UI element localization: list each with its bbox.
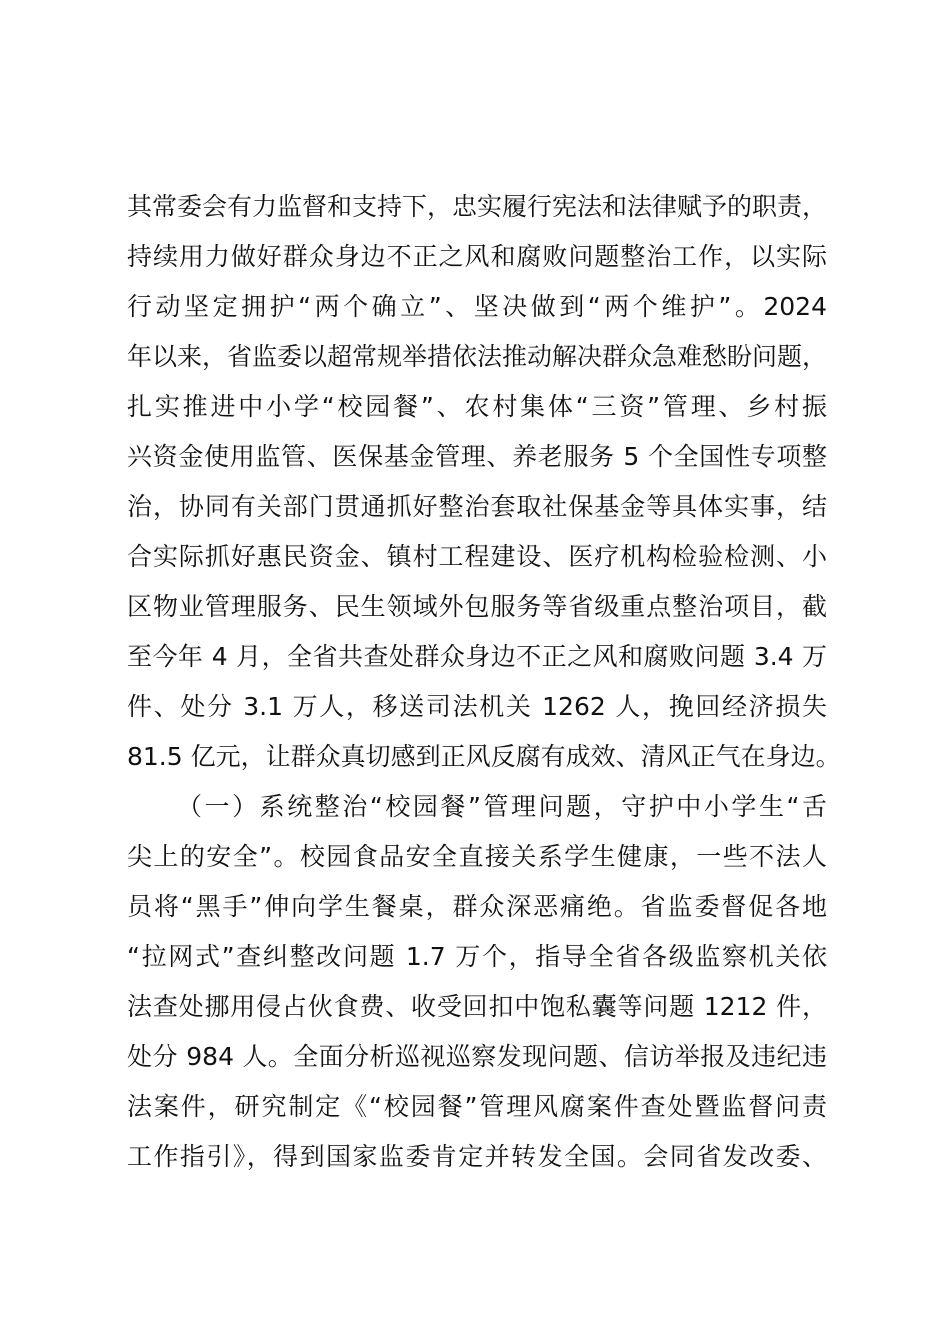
text-line-1: 其常委会有力监督和支持下，忠实履行宪法和法律赋予的职责， [127,192,828,221]
text-line-14: 尖上的安全”。校园食品安全直接关系学生健康，一些不法人 [127,842,827,871]
text-line-20: 工作指引》，得到国家监委肯定并转发全国。会同省发改委、 [127,1142,827,1171]
text-line-9: 区物业管理服务、民生领域外包服务等省级重点整治项目，截 [127,592,827,621]
body-text [127,182,841,1182]
text-line-17: 法查处挪用侵占伙食费、收受回扣中饱私囊等问题 1212 件， [127,992,827,1021]
text-line-2: 持续用力做好群众身边不正之风和腐败问题整治工作，以实际 [127,242,827,271]
text-line-19: 法案件，研究制定《“校园餐”管理风腐案件查处暨监督问责 [127,1092,827,1121]
text-line-16: “拉网式”查纠整改问题 1.7 万个，指导全省各级监察机关依 [127,942,827,971]
text-line-11: 件、处分 3.1 万人，移送司法机关 1262 人，挽回经济损失 [127,692,827,721]
text-line-10: 至今年 4 月，全省共查处群众身边不正之风和腐败问题 3.4 万 [127,642,827,671]
text-line-4: 年以来，省监委以超常规举措依法推动解决群众急难愁盼问题， [127,342,828,371]
text-line-15: 员将“黑手”伸向学生餐桌，群众深恶痛绝。省监委督促各地 [127,892,827,921]
text-line-7: 治，协同有关部门贯通抓好整治套取社保基金等具体实事，结 [127,492,827,521]
text-line-18: 处分 984 人。全面分析巡视巡察发现问题、信访举报及违纪违 [127,1042,827,1071]
text-line-5: 扎实推进中小学“校园餐”、农村集体“三资”管理、乡村振 [127,392,827,421]
text-line-12: 81.5 亿元，让群众真切感到正风反腐有成效、清风正气在身边。 [127,742,841,771]
text-line-13: （一）系统整治“校园餐”管理问题，守护中小学生“舌 [177,792,827,821]
text-line-6: 兴资金使用监管、医保基金管理、养老服务 5 个全国性专项整 [127,442,827,471]
text-line-8: 合实际抓好惠民资金、镇村工程建设、医疗机构检验检测、小 [127,542,827,571]
text-line-3: 行动坚定拥护“两个确立”、坚决做到“两个维护”。2024 [127,292,827,321]
